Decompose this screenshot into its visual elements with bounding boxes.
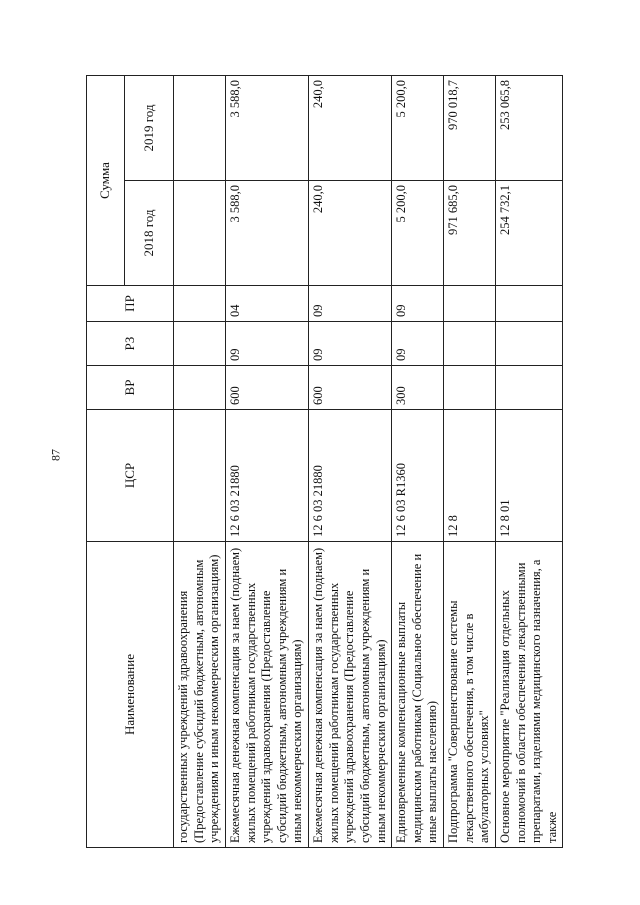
- cell-csr: 12 8: [444, 410, 496, 542]
- header-2018: 2018 год: [125, 181, 174, 286]
- cell-name: Основное мероприятие "Реализация отдельных полномочий в области обеспечения лекарственными препаратами, изделиями медицинского назначения, а также: [495, 542, 563, 848]
- cell-2018: 971 685,0: [444, 181, 496, 286]
- cell-2019: 240,0: [309, 76, 392, 181]
- header-vr: ВР: [87, 366, 174, 410]
- cell-name: Ежемесячная денежная компенсация за наем (поднаем) жилых помещений работникам государственных учреждений здравоохранения (Предоставление субсидий бюджетным, автономным учреждениям и иным некоммерческим организациям): [309, 542, 392, 848]
- cell-2019: [174, 76, 226, 181]
- cell-2018: 240,0: [309, 181, 392, 286]
- table-header-row: [87, 76, 125, 848]
- header-sum: Сумма: [87, 76, 125, 286]
- cell-rz: 09: [392, 322, 444, 366]
- cell-pr: [174, 286, 226, 322]
- cell-pr: 09: [392, 286, 444, 322]
- cell-2019: 970 018,7: [444, 76, 496, 181]
- table-row: [174, 76, 226, 848]
- cell-rz: 09: [225, 322, 308, 366]
- cell-rz: [444, 322, 496, 366]
- budget-table-container: [86, 76, 640, 843]
- cell-rz: [495, 322, 563, 366]
- header-2019: 2019 год: [125, 76, 174, 181]
- cell-name: Ежемесячная денежная компенсация за наем (поднаем) жилых помещений работникам государственных учреждений здравоохранения (Предоставление субсидий бюджетным, автономным учреждениям и иным некоммерческим организациям): [225, 542, 308, 848]
- cell-pr: 04: [225, 286, 308, 322]
- cell-csr: 12 6 03 21880: [309, 410, 392, 542]
- cell-name: Единовременные компенсационные выплаты медицинским работникам (Социальное обеспечение и иные выплаты населению): [392, 542, 444, 848]
- cell-2018: 254 732,1: [495, 181, 563, 286]
- header-pr: ПР: [87, 286, 174, 322]
- cell-pr: [444, 286, 496, 322]
- cell-vr: [174, 366, 226, 410]
- page-number: 87: [48, 449, 63, 461]
- cell-vr: 300: [392, 366, 444, 410]
- cell-2018: 3 588,0: [225, 181, 308, 286]
- header-rz: РЗ: [87, 322, 174, 366]
- table-row: [392, 76, 444, 848]
- cell-csr: 12 6 03 21880: [225, 410, 308, 542]
- cell-2019: 3 588,0: [225, 76, 308, 181]
- cell-name: государственных учреждений здравоохранения (Предоставление субсидий бюджетным, автономным учреждениям и иным некоммерческим организациям): [174, 542, 226, 848]
- cell-2019: 5 200,0: [392, 76, 444, 181]
- cell-csr: 12 8 01: [495, 410, 563, 542]
- cell-vr: [495, 366, 563, 410]
- cell-pr: [495, 286, 563, 322]
- table-row: [309, 76, 392, 848]
- cell-rz: 09: [309, 322, 392, 366]
- table-row: [444, 76, 496, 848]
- cell-2019: 253 065,8: [495, 76, 563, 181]
- table-row: [225, 76, 308, 848]
- cell-name: Подпрограмма "Совершенствование системы лекарственного обеспечения, в том числе в амбулаторных условиях": [444, 542, 496, 848]
- cell-2018: [174, 181, 226, 286]
- cell-2018: 5 200,0: [392, 181, 444, 286]
- header-csr: ЦСР: [87, 410, 174, 542]
- cell-csr: [174, 410, 226, 542]
- cell-vr: 600: [225, 366, 308, 410]
- cell-rz: [174, 322, 226, 366]
- cell-vr: 600: [309, 366, 392, 410]
- cell-csr: 12 6 03 R1360: [392, 410, 444, 542]
- header-name: Наименование: [87, 542, 174, 848]
- cell-pr: 09: [309, 286, 392, 322]
- budget-table: [86, 75, 563, 848]
- cell-vr: [444, 366, 496, 410]
- table-row: [495, 76, 563, 848]
